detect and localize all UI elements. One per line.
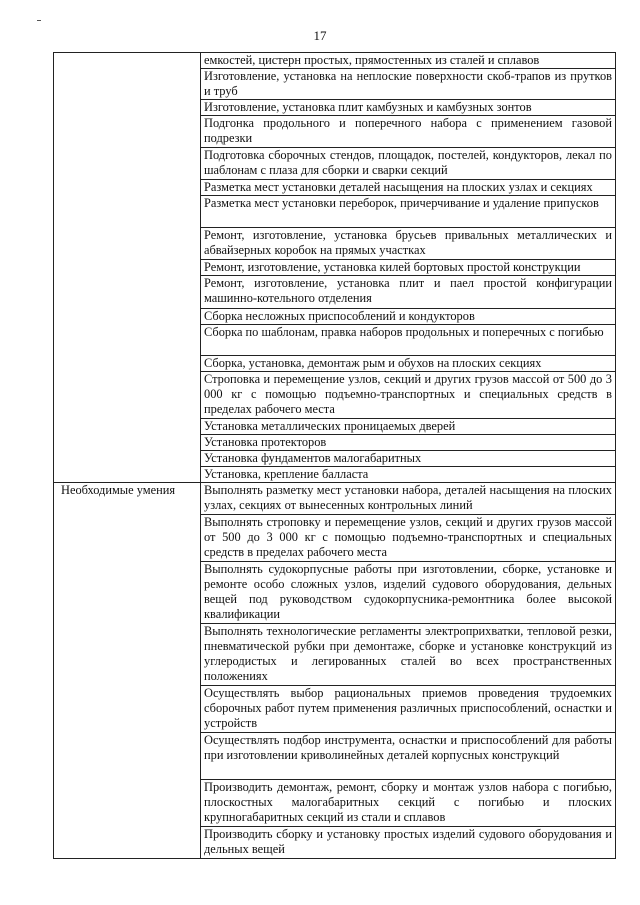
section-label-cell	[54, 483, 201, 858]
section-label-cell	[54, 53, 201, 483]
work-item-cell: Установка металлических проницаемых дверей	[201, 418, 616, 434]
work-item-cell: Сборка, установка, демонтаж рым и обухов на плоских секциях	[201, 355, 616, 371]
requirements-table	[53, 52, 616, 859]
work-item-cell: Разметка мест установки деталей насыщения на плоских узлах и секциях	[201, 179, 616, 195]
page-number: 17	[313, 28, 327, 43]
table-row	[54, 53, 616, 69]
work-item-cell: Установка фундаментов малогабаритных	[201, 451, 616, 467]
work-item-cell: Сборка по шаблонам, правка наборов продольных и поперечных с погибью	[201, 324, 616, 355]
work-item-cell: Ремонт, изготовление, установка плит и паел простой конфигурации машинно-котельного отделения	[201, 275, 616, 308]
work-item-cell: Подгонка продольного и поперечного набора с применением газовой подрезки	[201, 116, 616, 147]
skill-item-cell: Производить демонтаж, ремонт, сборку и монтаж узлов набора с погибью, плоскостных малогабаритных секций с погибью и плоских крупногабаритных секций из стали и сплавов	[201, 779, 616, 826]
skill-item-cell: Выполнять строповку и перемещение узлов, секций и других грузов массой от 500 до 3 000 кг с помощью подъемно-транспортных и специальных средств в пределах рабочего места	[201, 514, 616, 561]
skill-item-cell: Выполнять судокорпусные работы при изготовлении, сборке, установке и ремонте особо сложных узлов, изделий судового оборудования, дельных вещей под руководством судокорпусника-ремонтника более высокой квалификации	[201, 561, 616, 623]
work-item-cell: Изготовление, установка на неплоские поверхности скоб-трапов из прутков и труб	[201, 69, 616, 100]
skill-item-cell: Производить сборку и установку простых изделий судового оборудования и дельных вещей	[201, 826, 616, 858]
skill-item-cell: Выполнять технологические регламенты электроприхватки, тепловой резки, пневматической рубки при демонтаже, сборке и установке конструкций из углеродистых и легированных сталей во всех пространственных положениях	[201, 623, 616, 685]
section-label: Необходимые умения	[61, 483, 176, 498]
table-body	[54, 53, 616, 859]
work-item-cell: Ремонт, изготовление, установка килей бортовых простой конструкции	[201, 259, 616, 275]
work-item-cell: Установка, крепление балласта	[201, 467, 616, 483]
work-item-cell: Подготовка сборочных стендов, площадок, постелей, кондукторов, лекал по шаблонам с плаза для сборки и сварки секций	[201, 147, 616, 179]
skill-item-cell: Осуществлять выбор рациональных приемов проведения трудоемких сборочных работ путем применения различных приспособлений, оснастки и устройств	[201, 685, 616, 732]
skill-item-cell: Осуществлять подбор инструмента, оснастки и приспособлений для работы при изготовлении криволинейных деталей корпусных конструкций	[201, 732, 616, 779]
skill-item-cell: Выполнять разметку мест установки набора, деталей насыщения на плоских узлах, секциях от вынесенных контрольных линий	[201, 483, 616, 514]
work-item-cell: емкостей, цистерн простых, прямостенных из сталей и сплавов	[201, 53, 616, 69]
work-item-cell: Разметка мест установки переборок, причерчивание и удаление припусков	[201, 195, 616, 227]
scan-mark	[37, 20, 41, 21]
work-item-cell: Ремонт, изготовление, установка брусьев привальных металлических и абвайзерных коробок на прямых участках	[201, 227, 616, 259]
work-item-cell: Сборка несложных приспособлений и кондукторов	[201, 308, 616, 324]
work-item-cell: Установка протекторов	[201, 435, 616, 451]
table-row	[54, 483, 616, 514]
work-item-cell: Строповка и перемещение узлов, секций и других грузов массой от 500 до 3 000 кг с помощью подъемно-транспортных и специальных средств в пределах рабочего места	[201, 371, 616, 418]
work-item-cell: Изготовление, установка плит камбузных и камбузных зонтов	[201, 100, 616, 116]
